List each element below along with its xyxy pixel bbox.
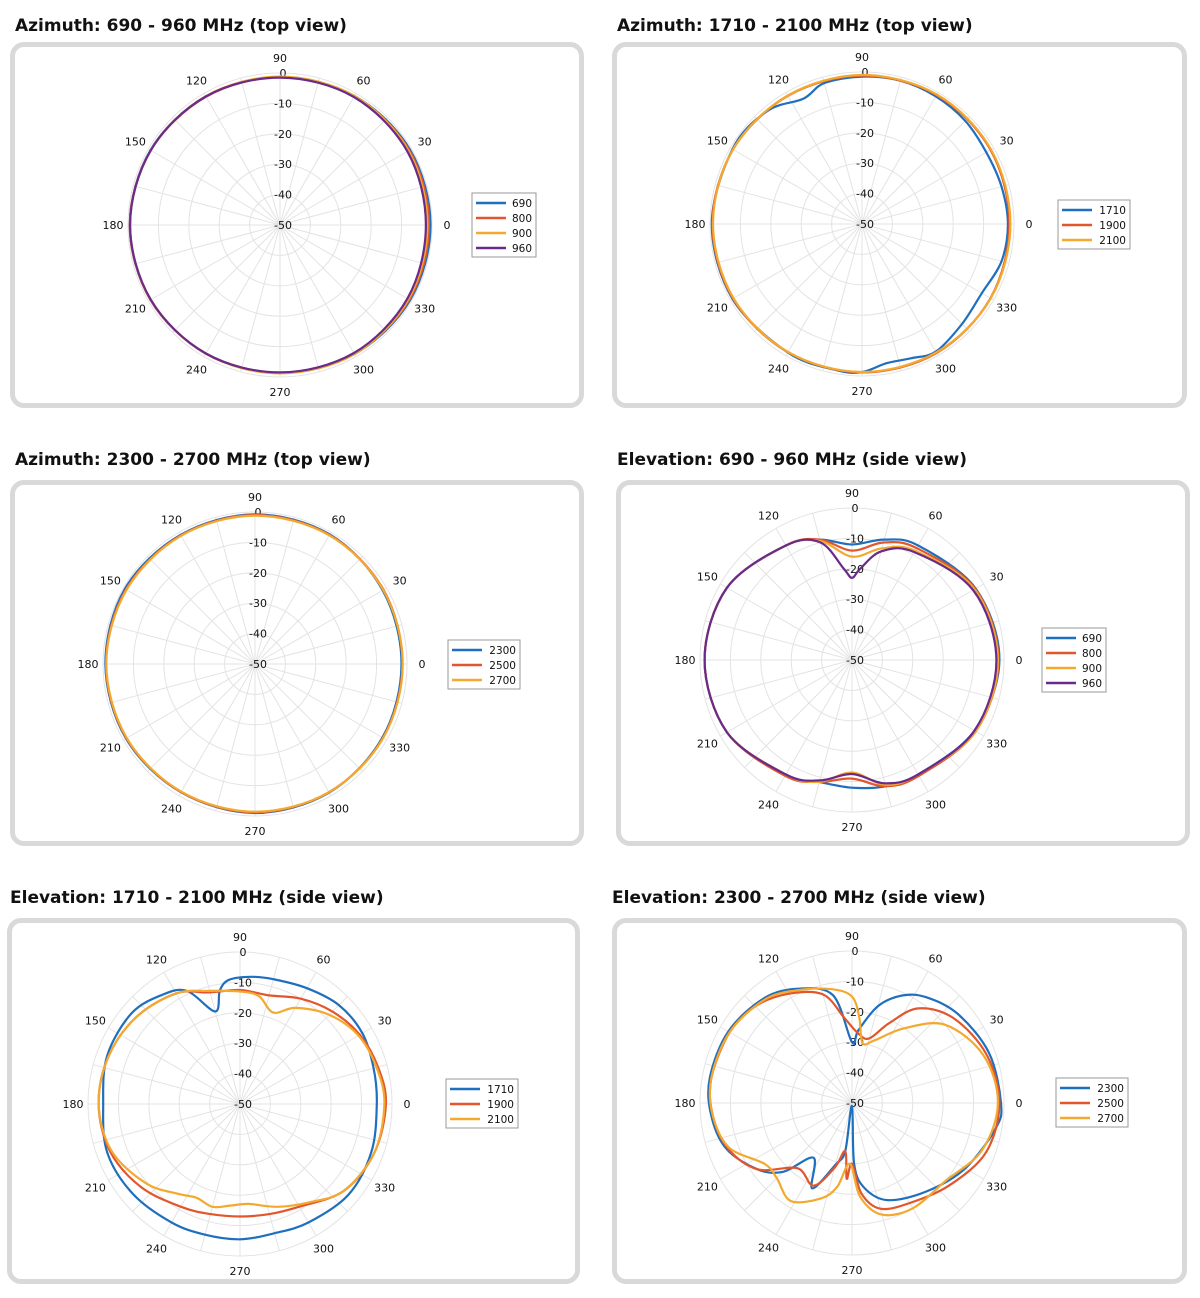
- polar-chart-3: [78, 491, 521, 838]
- grid-spoke: [240, 1104, 279, 1251]
- grid-spoke: [123, 588, 255, 664]
- grid-spoke: [862, 224, 994, 300]
- grid-spoke: [705, 621, 852, 660]
- grid-spoke: [745, 553, 853, 661]
- legend-label: 1900: [487, 1099, 514, 1111]
- angle-tick-label: 240: [768, 362, 789, 376]
- grid-spoke: [240, 1104, 372, 1180]
- legend-label: 800: [511, 213, 532, 225]
- legend-label: 2100: [487, 1114, 514, 1126]
- radial-tick-label: -30: [846, 593, 864, 607]
- grid-spoke: [179, 532, 255, 664]
- radial-tick-label: -50: [846, 1097, 864, 1110]
- grid-spoke: [179, 664, 255, 796]
- angle-tick-label: 90: [248, 491, 262, 504]
- radial-tick-label: -20: [249, 566, 267, 580]
- grid-spoke: [852, 660, 928, 792]
- panel-title-3: Azimuth: 2300 - 2700 MHz (top view): [15, 450, 371, 470]
- legend-label: 2100: [1099, 235, 1126, 247]
- grid-spoke: [240, 1065, 387, 1104]
- grid-spoke: [201, 1104, 240, 1251]
- legend: [472, 193, 536, 257]
- angle-tick-label: 30: [989, 1013, 1004, 1027]
- angle-tick-label: 120: [186, 74, 207, 88]
- angle-tick-label: 330: [414, 302, 436, 316]
- angle-tick-label: 0: [403, 1098, 411, 1111]
- angle-tick-label: 0: [1015, 654, 1023, 667]
- angle-tick-label: 330: [389, 741, 411, 755]
- grid-spoke: [705, 1103, 852, 1142]
- panel-title-2: Azimuth: 1710 - 2100 MHz (top view): [617, 16, 973, 36]
- grid-spoke: [715, 185, 862, 224]
- legend-label: 2700: [1097, 1113, 1124, 1125]
- radial-tick-label: 0: [279, 67, 287, 80]
- angle-tick-label: 180: [674, 1097, 696, 1110]
- radial-tick-label: -30: [846, 1036, 864, 1050]
- radial-tick-label: -50: [856, 218, 874, 231]
- radial-tick-label: -30: [249, 597, 267, 611]
- grid-spoke: [280, 225, 412, 301]
- angle-tick-label: 300: [328, 802, 349, 816]
- polar-chart-5: [63, 931, 519, 1278]
- grid-spoke: [204, 93, 280, 225]
- legend-label: 1710: [487, 1084, 514, 1096]
- radial-tick-label: -40: [249, 627, 267, 641]
- angle-tick-label: 210: [99, 741, 121, 755]
- angle-tick-label: 300: [925, 798, 946, 812]
- grid-spoke: [730, 224, 862, 300]
- grid-spoke: [133, 225, 280, 264]
- legend-label: 960: [1081, 678, 1102, 690]
- angle-tick-label: 30: [377, 1014, 392, 1028]
- radial-tick-label: -10: [249, 536, 267, 550]
- angle-tick-label: 240: [758, 1241, 779, 1255]
- angle-tick-label: 210: [124, 302, 146, 316]
- legend: [1056, 1078, 1128, 1127]
- grid-spoke: [786, 92, 862, 224]
- legend-label: 1900: [1099, 220, 1126, 232]
- angle-tick-label: 120: [146, 953, 167, 967]
- grid-spoke: [93, 1104, 240, 1143]
- radial-tick-label: -30: [856, 157, 874, 171]
- angle-tick-label: 330: [374, 1181, 396, 1195]
- angle-tick-label: 150: [706, 134, 728, 148]
- legend: [1058, 200, 1130, 249]
- grid-spoke: [852, 1064, 999, 1103]
- grid-spoke: [852, 660, 999, 699]
- legend-label: 900: [511, 228, 532, 240]
- grid-spoke: [255, 664, 387, 740]
- radial-tick-label: 0: [851, 502, 859, 515]
- grid-spoke: [776, 660, 852, 792]
- grid-spoke: [108, 625, 255, 664]
- angle-tick-label: 180: [102, 219, 124, 232]
- angle-tick-label: 30: [989, 570, 1004, 584]
- grid-spoke: [240, 1104, 348, 1212]
- grid-spoke: [720, 584, 852, 660]
- grid-spoke: [720, 1027, 852, 1103]
- grid-spoke: [745, 1103, 853, 1211]
- radial-tick-label: 0: [861, 66, 869, 79]
- legend: [446, 1079, 518, 1128]
- grid-spoke: [240, 1028, 372, 1104]
- radial-tick-label: -10: [846, 532, 864, 546]
- radial-tick-label: -10: [274, 97, 292, 111]
- grid-spoke: [745, 660, 853, 768]
- angle-tick-label: 60: [316, 953, 331, 967]
- grid-spoke: [108, 1028, 240, 1104]
- angle-tick-label: 90: [845, 930, 859, 943]
- angle-tick-label: 150: [696, 1013, 718, 1027]
- legend: [1042, 628, 1106, 692]
- grid-spoke: [216, 664, 255, 811]
- angle-tick-label: 180: [674, 654, 696, 667]
- legend-label: 690: [1081, 633, 1102, 645]
- angle-tick-label: 300: [313, 1242, 334, 1256]
- grid-spoke: [255, 664, 331, 796]
- angle-tick-label: 150: [124, 135, 146, 149]
- angle-tick-label: 90: [233, 931, 247, 944]
- grid-spoke: [745, 996, 853, 1104]
- grid-spoke: [715, 224, 862, 263]
- grid-spoke: [280, 225, 356, 357]
- legend-label: 960: [511, 243, 532, 255]
- radial-tick-label: -30: [274, 158, 292, 172]
- polar-chart-6: [675, 930, 1129, 1277]
- angle-tick-label: 180: [62, 1098, 84, 1111]
- radial-tick-label: 0: [851, 945, 859, 958]
- radial-tick-label: -20: [846, 562, 864, 576]
- angle-tick-label: 150: [696, 570, 718, 584]
- angle-tick-label: 270: [841, 821, 863, 834]
- panel-title-1: Azimuth: 690 - 960 MHz (top view): [15, 16, 347, 36]
- legend-label: 1710: [1099, 205, 1126, 217]
- angle-tick-label: 0: [1015, 1097, 1023, 1110]
- grid-spoke: [148, 557, 256, 665]
- angle-tick-label: 270: [851, 385, 873, 398]
- grid-spoke: [255, 664, 363, 772]
- radial-tick-label: -40: [274, 188, 292, 202]
- grid-spoke: [705, 660, 852, 699]
- polar-chart-4: [675, 487, 1107, 834]
- radial-tick-label: -40: [856, 187, 874, 201]
- legend-label: 2500: [1097, 1098, 1124, 1110]
- radial-tick-label: 0: [254, 506, 262, 519]
- grid-spoke: [755, 117, 863, 225]
- angle-tick-label: 120: [768, 73, 789, 87]
- grid-spoke: [255, 664, 294, 811]
- legend-label: 2300: [489, 645, 516, 657]
- legend: [448, 640, 520, 689]
- grid-spoke: [862, 224, 970, 332]
- panel-title-6: Elevation: 2300 - 2700 MHz (side view): [612, 888, 986, 908]
- grid-spoke: [280, 118, 388, 226]
- grid-spoke: [148, 664, 256, 772]
- angle-tick-label: 270: [229, 1265, 251, 1278]
- grid-spoke: [862, 148, 994, 224]
- angle-tick-label: 240: [758, 798, 779, 812]
- grid-spoke: [786, 224, 862, 356]
- radial-tick-label: -30: [234, 1037, 252, 1051]
- grid-spoke: [241, 225, 280, 372]
- grid-spoke: [852, 660, 960, 768]
- grid-spoke: [280, 186, 427, 225]
- grid-spoke: [862, 224, 1009, 263]
- angle-tick-label: 60: [938, 73, 953, 87]
- radial-tick-label: -10: [234, 976, 252, 990]
- legend-label: 2300: [1097, 1083, 1124, 1095]
- radial-tick-label: -50: [846, 654, 864, 667]
- angle-tick-label: 0: [1025, 218, 1033, 231]
- radial-tick-label: -10: [846, 975, 864, 989]
- angle-tick-label: 120: [758, 952, 779, 966]
- angle-tick-label: 150: [99, 574, 121, 588]
- grid-spoke: [705, 1064, 852, 1103]
- angle-tick-label: 60: [331, 513, 346, 527]
- angle-tick-label: 330: [986, 1180, 1008, 1194]
- radial-tick-label: -20: [234, 1006, 252, 1020]
- radial-tick-label: -40: [846, 1066, 864, 1080]
- grid-spoke: [280, 225, 427, 264]
- grid-spoke: [755, 224, 863, 332]
- angle-tick-label: 90: [845, 487, 859, 500]
- grid-spoke: [255, 664, 402, 703]
- radial-tick-label: -20: [856, 126, 874, 140]
- radial-tick-label: -20: [846, 1005, 864, 1019]
- grid-spoke: [255, 557, 363, 665]
- angle-tick-label: 90: [273, 52, 287, 65]
- radial-tick-label: -10: [856, 96, 874, 110]
- legend-label: 2700: [489, 675, 516, 687]
- grid-spoke: [108, 664, 255, 703]
- grid-spoke: [862, 185, 1009, 224]
- angle-tick-label: 210: [696, 737, 718, 751]
- radial-tick-label: -40: [234, 1067, 252, 1081]
- grid-spoke: [280, 225, 388, 333]
- angle-tick-label: 330: [996, 301, 1018, 315]
- grid-spoke: [133, 186, 280, 225]
- grid-spoke: [148, 225, 280, 301]
- angle-tick-label: 270: [841, 1264, 863, 1277]
- grid-spoke: [280, 225, 319, 372]
- angle-tick-label: 300: [925, 1241, 946, 1255]
- grid-spoke: [852, 584, 984, 660]
- grid-spoke: [255, 588, 387, 664]
- angle-tick-label: 180: [684, 218, 706, 231]
- grid-spoke: [852, 1103, 999, 1142]
- grid-spoke: [730, 148, 862, 224]
- grid-spoke: [720, 660, 852, 736]
- angle-tick-label: 60: [928, 509, 943, 523]
- angle-tick-label: 0: [418, 658, 426, 671]
- angle-tick-label: 120: [161, 513, 182, 527]
- legend-label: 900: [1081, 663, 1102, 675]
- grid-spoke: [862, 224, 901, 371]
- angle-tick-label: 240: [186, 363, 207, 377]
- angle-tick-label: 90: [855, 51, 869, 64]
- panel-title-5: Elevation: 1710 - 2100 MHz (side view): [10, 888, 384, 908]
- angle-tick-label: 30: [417, 135, 432, 149]
- angle-tick-label: 210: [706, 301, 728, 315]
- grid-spoke: [173, 118, 281, 226]
- legend-label: 800: [1081, 648, 1102, 660]
- grid-spoke: [255, 625, 402, 664]
- polar-chart-1: [103, 52, 537, 399]
- radial-tick-label: 0: [239, 946, 247, 959]
- angle-tick-label: 30: [999, 134, 1014, 148]
- grid-spoke: [852, 553, 960, 661]
- angle-tick-label: 240: [161, 802, 182, 816]
- grid-spoke: [852, 660, 984, 736]
- radial-tick-label: -50: [274, 219, 292, 232]
- grid-spoke: [852, 1103, 960, 1211]
- legend-label: 690: [511, 198, 532, 210]
- radial-tick-label: -50: [234, 1098, 252, 1111]
- grid-spoke: [280, 149, 412, 225]
- angle-tick-label: 120: [758, 509, 779, 523]
- radial-tick-label: -40: [846, 623, 864, 637]
- legend-label: 2500: [489, 660, 516, 672]
- angle-tick-label: 180: [77, 658, 99, 671]
- angle-tick-label: 270: [244, 825, 266, 838]
- grid-spoke: [173, 225, 281, 333]
- angle-tick-label: 330: [986, 737, 1008, 751]
- angle-tick-label: 300: [935, 362, 956, 376]
- angle-tick-label: 300: [353, 363, 374, 377]
- angle-tick-label: 60: [356, 74, 371, 88]
- angle-tick-label: 240: [146, 1242, 167, 1256]
- angle-tick-label: 210: [84, 1181, 106, 1195]
- grid-spoke: [862, 117, 970, 225]
- grid-spoke: [240, 997, 348, 1105]
- grid-spoke: [123, 664, 255, 740]
- angle-tick-label: 30: [392, 574, 407, 588]
- angle-tick-label: 210: [696, 1180, 718, 1194]
- angle-tick-label: 150: [84, 1014, 106, 1028]
- grid-spoke: [133, 997, 241, 1105]
- radial-tick-label: -20: [274, 127, 292, 141]
- angle-tick-label: 60: [928, 952, 943, 966]
- panel-title-4: Elevation: 690 - 960 MHz (side view): [617, 450, 967, 470]
- grid-spoke: [862, 224, 938, 356]
- angle-tick-label: 270: [269, 386, 291, 399]
- angle-tick-label: 0: [443, 219, 451, 232]
- radial-tick-label: -50: [249, 658, 267, 671]
- grid-spoke: [823, 224, 862, 371]
- grid-spoke: [240, 1104, 387, 1143]
- grid-spoke: [852, 621, 999, 660]
- grid-spoke: [204, 225, 280, 357]
- grid-spoke: [93, 1065, 240, 1104]
- polar-chart-2: [685, 51, 1131, 398]
- grid-spoke: [148, 149, 280, 225]
